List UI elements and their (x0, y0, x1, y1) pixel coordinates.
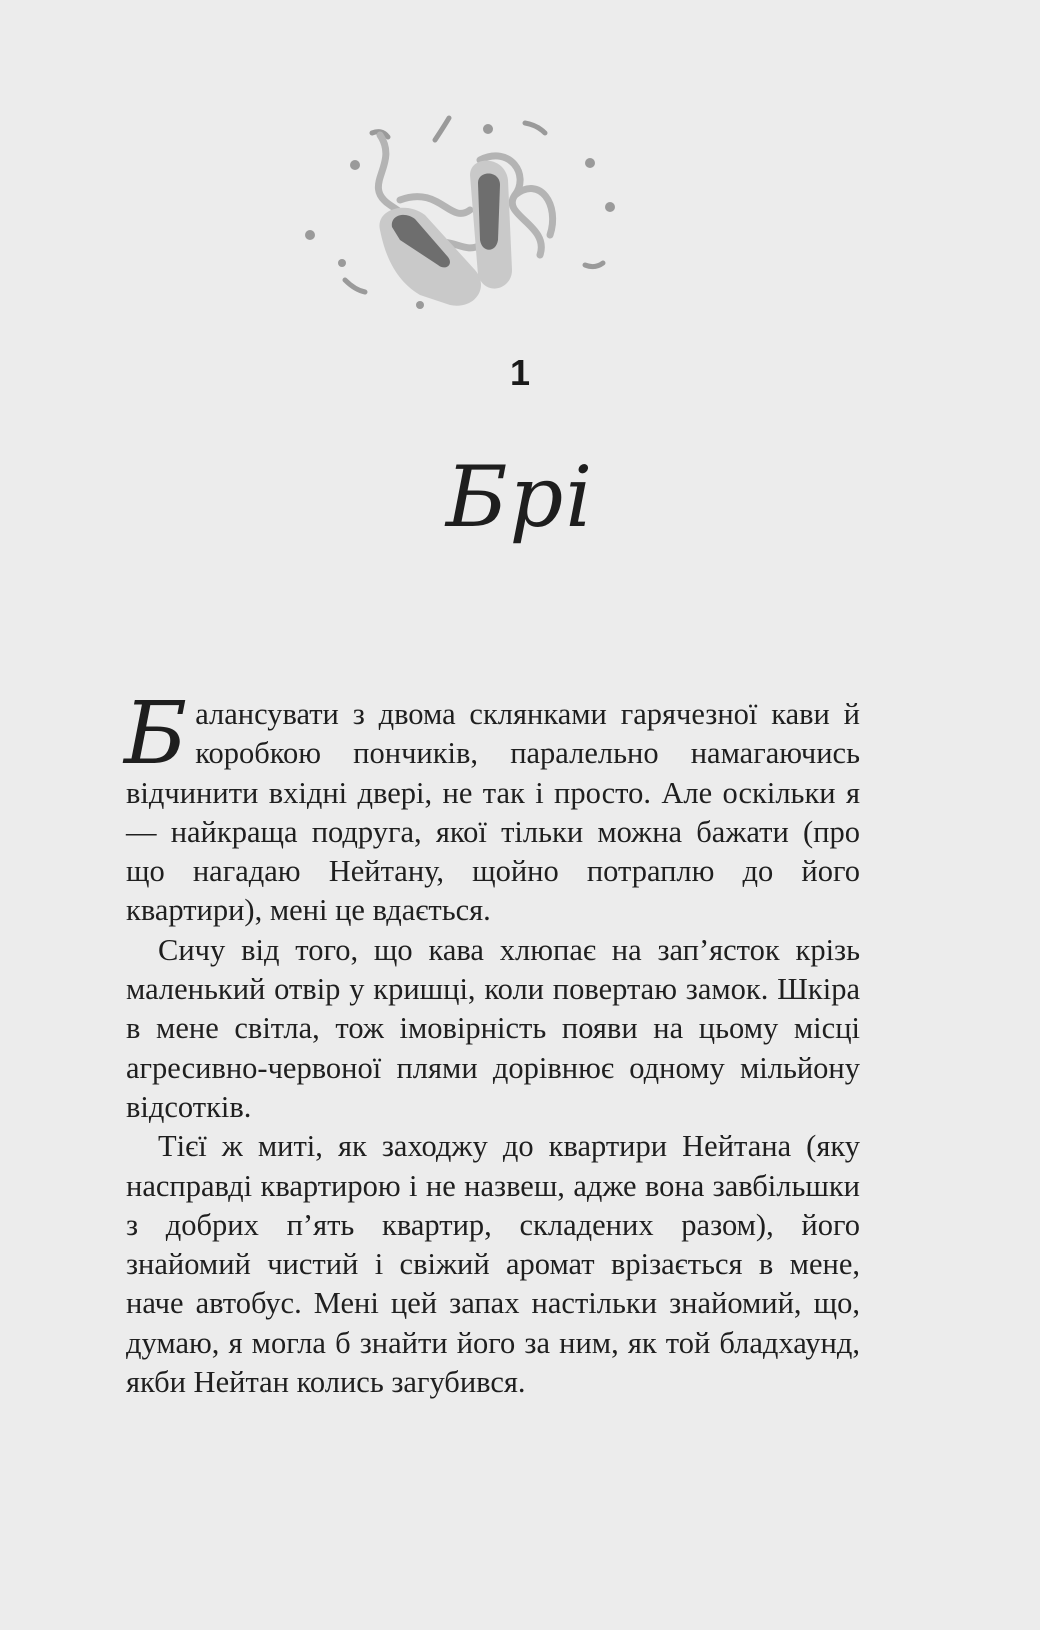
chapter-number: 1 (509, 352, 531, 393)
paragraph-3: Тієї ж миті, як заходжу до квартири Нейтана (яку насправді квартирою і не назвеш, адже вона завбільшки з добрих п’ять квартир, складених разом), його знайомий чистий і свіжий аромат врізається в мене, наче автобус. Мені цей запах настільки знайомий, що, думаю, я могла б знайти його за ним, як той бладхаунд, якби Нейтан колись загубився. (126, 1129, 860, 1400)
paragraph-1-text: алансувати з двома склянками гарячезної кави й коробкою пончиків, паралельно намагаючись відчинити вхідні двері, не так і просто. Але оскільки я — найкраща подруга, якої тільки можна бажати (про що нагадаю Нейтану, щойно потраплю до його квартири), мені це вдається. (126, 697, 860, 928)
chapter-title: Брі (445, 448, 595, 546)
left-ballet-shoe-icon (379, 208, 481, 306)
paragraph-1 (124, 684, 860, 931)
drop-cap: Б (124, 684, 188, 784)
ballet-shoes-ornament-icon (300, 105, 660, 345)
paragraph-2: Сичу від того, що кава хлюпає на зап’ясток крізь маленький отвір у кришці, коли повертаю замок. Шкіра в мене світла, тож імовірність появи на цьому місці агресивно-червоної плями дорівнює одному мільйону відсотків. (126, 932, 860, 1124)
chapter-body (124, 684, 860, 1402)
right-ballet-shoe-icon (470, 161, 512, 289)
